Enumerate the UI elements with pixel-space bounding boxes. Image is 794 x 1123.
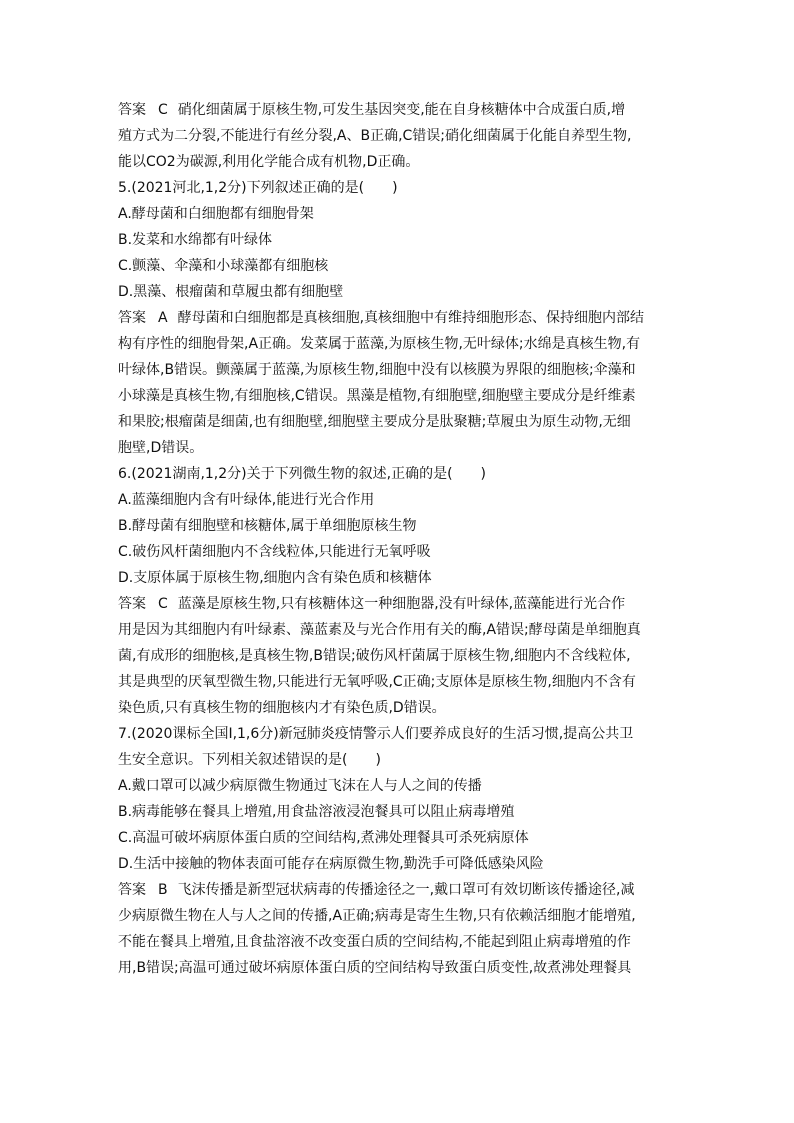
answer-line [118, 617, 682, 643]
answer-text: 用是因为其细胞内有叶绿素、藻蓝素及与光合作用有关的酶,A错误;酵母菌是单细胞真 [118, 622, 641, 638]
answer-key: A [158, 310, 168, 326]
answer-line [118, 331, 682, 357]
question-option: B.病毒能够在餐具上增殖,用食盐溶液浸泡餐具可以阻止病毒增殖 [118, 804, 515, 820]
answer-key: C [158, 596, 168, 612]
answer-label: 答案 [118, 102, 146, 118]
answer-line [118, 123, 682, 149]
answer-key: B [158, 882, 168, 898]
question-stem: 生安全意识。下列相关叙述错误的是( ) [118, 752, 381, 768]
answer-line [118, 383, 682, 409]
question-option: C.破伤风杆菌细胞内不含线粒体,只能进行无氧呼吸 [118, 544, 431, 560]
answer-line [118, 97, 682, 123]
answer-line [118, 695, 682, 721]
answer-text: 胞壁,D错误。 [118, 440, 204, 456]
answer-line [118, 435, 682, 461]
document-page [118, 97, 682, 981]
question-stem: 6.(2021湖南,1,2分)关于下列微生物的叙述,正确的是( ) [118, 466, 486, 482]
answer-text: 和果胶;根瘤菌是细菌,也有细胞壁,细胞壁主要成分是肽聚糖;草履虫为原生动物,无细 [118, 414, 631, 430]
answer-text: 不能在餐具上增殖,且食盐溶液不改变蛋白质的空间结构,不能起到阻止病毒增殖的作 [118, 934, 631, 950]
question-block [118, 461, 682, 591]
answer-line [118, 903, 682, 929]
answer-line [118, 305, 682, 331]
answer-line [118, 357, 682, 383]
question-block [118, 175, 682, 305]
answer-text: 蓝藻是原核生物,只有核糖体这一种细胞器,没有叶绿体,蓝藻能进行光合作 [177, 596, 626, 612]
answer-line [118, 643, 682, 669]
question-option: B.发菜和水绵都有叶绿体 [118, 232, 273, 248]
answer-line [118, 955, 682, 981]
answer-block [118, 97, 682, 175]
answer-block [118, 877, 682, 981]
answer-text: 其是典型的厌氧型微生物,只能进行无氧呼吸,C正确;支原体是原核生物,细胞内不含有 [118, 674, 636, 690]
question-option: C.高温可破坏病原体蛋白质的空间结构,煮沸处理餐具可杀死病原体 [118, 830, 529, 846]
question-stem: 7.(2020课标全国Ⅰ,1,6分)新冠肺炎疫情警示人们要养成良好的生活习惯,提高公共卫 [118, 726, 634, 742]
answer-line [118, 149, 682, 175]
answer-text: 酵母菌和白细胞都是真核细胞,真核细胞中有维持细胞形态、保持细胞内部结 [177, 310, 645, 326]
answer-text: 硝化细菌属于原核生物,可发生基因突变,能在自身核糖体中合成蛋白质,增 [177, 102, 626, 118]
answer-label: 答案 [118, 310, 146, 326]
answer-text: 能以CO2为碳源,利用化学能合成有机物,D正确。 [118, 154, 420, 170]
answer-block [118, 305, 682, 461]
answer-text: 殖方式为二分裂,不能进行有丝分裂,A、B正确,C错误;硝化细菌属于化能自养型生物, [118, 128, 632, 144]
answer-key: C [158, 102, 168, 118]
question-option: D.生活中接触的物体表面可能存在病原微生物,勤洗手可降低感染风险 [118, 856, 544, 872]
answer-line [118, 877, 682, 903]
question-option: A.戴口罩可以减少病原微生物通过飞沫在人与人之间的传播 [118, 778, 482, 794]
question-option: B.酵母菌有细胞壁和核糖体,属于单细胞原核生物 [118, 518, 417, 534]
answer-text: 构有序性的细胞骨架,A正确。发菜属于蓝藻,为原核生物,无叶绿体;水绵是真核生物,有 [118, 336, 641, 352]
answer-block [118, 591, 682, 721]
answer-text: 叶绿体,B错误。颤藻属于蓝藻,为原核生物,细胞中没有以核膜为界限的细胞核;伞藻和 [118, 362, 636, 378]
answer-text: 用,B错误;高温可通过破坏病原体蛋白质的空间结构导致蛋白质变性,故煮沸处理餐具 [118, 960, 632, 976]
answer-label: 答案 [118, 882, 146, 898]
answer-text: 小球藻是真核生物,有细胞核,C错误。黑藻是植物,有细胞壁,细胞壁主要成分是纤维素 [118, 388, 636, 404]
question-block [118, 721, 682, 877]
answer-text: 少病原微生物在人与人之间的传播,A正确;病毒是寄生生物,只有依赖活细胞才能增殖, [118, 908, 636, 924]
answer-label: 答案 [118, 596, 146, 612]
question-option: D.支原体属于原核生物,细胞内含有染色质和核糖体 [118, 570, 432, 586]
question-option: A.蓝藻细胞内含有叶绿体,能进行光合作用 [118, 492, 375, 508]
answer-text: 染色质,只有真核生物的细胞核内才有染色质,D错误。 [118, 700, 446, 716]
question-stem: 5.(2021河北,1,2分)下列叙述正确的是( ) [118, 180, 398, 196]
answer-line [118, 669, 682, 695]
question-option: A.酵母菌和白细胞都有细胞骨架 [118, 206, 314, 222]
answer-text: 飞沫传播是新型冠状病毒的传播途径之一,戴口罩可有效切断该传播途径,减 [177, 882, 635, 898]
answer-text: 菌,有成形的细胞核,是真核生物,B错误;破伤风杆菌属于原核生物,细胞内不含线粒体, [118, 648, 631, 664]
answer-line [118, 591, 682, 617]
question-option: D.黑藻、根瘤菌和草履虫都有细胞壁 [118, 284, 344, 300]
answer-line [118, 929, 682, 955]
question-option: C.颤藻、伞藻和小球藻都有细胞核 [118, 258, 329, 274]
answer-line [118, 409, 682, 435]
